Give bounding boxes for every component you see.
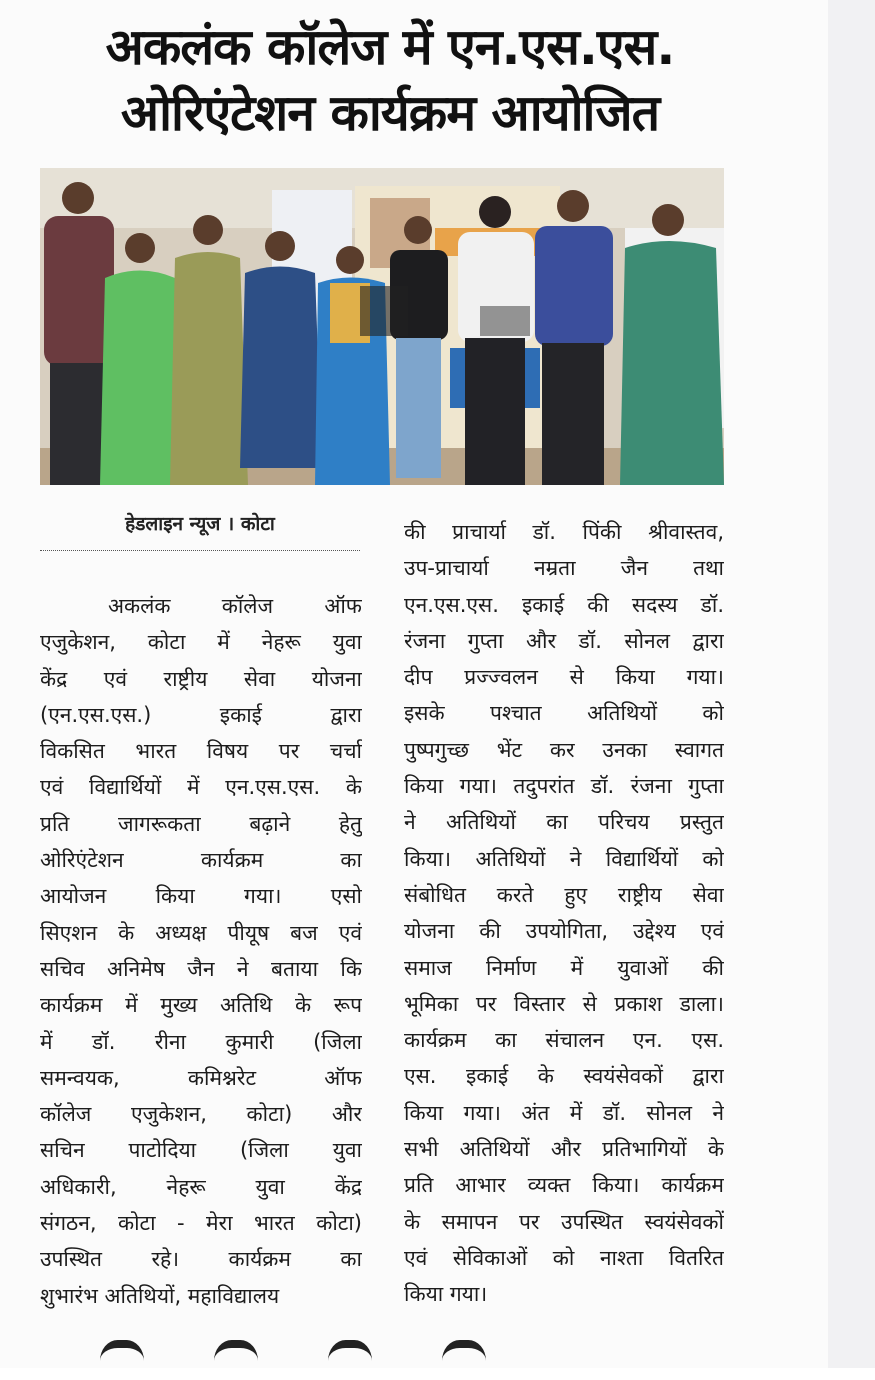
headline-line-2: ओरिएंटेशन कार्यक्रम आयोजित [120, 84, 660, 142]
article-line: इसके पश्चात अतिथियों को [404, 701, 724, 726]
article-line: संगठन, कोटा - मेरा भारत कोटा) [40, 1211, 362, 1236]
article-line: की प्राचार्या डॉ. पिंकी श्रीवास्तव, [404, 520, 724, 544]
next-article-headline-cut [100, 1340, 660, 1380]
article-line: सचिन पाटोदिया (जिला युवा [40, 1138, 362, 1163]
side-strip [828, 0, 875, 1368]
article-line: सिएशन के अध्यक्ष पीयूष बज एवं [40, 920, 362, 945]
article-line: एजुकेशन, कोटा में नेहरू युवा [40, 630, 362, 655]
headline-line-1: अकलंक कॉलेज में एन.एस.एस. [105, 18, 675, 76]
article-line: प्रति आभार व्यक्त किया। कार्यक्रम [404, 1173, 724, 1198]
article-line: समाज निर्माण में युवाओं की [404, 955, 724, 980]
byline: हेडलाइन न्यूज । कोटा [125, 513, 275, 535]
person-9 [620, 204, 724, 485]
article-line: के समापन पर उपस्थित स्वयंसेवकों [404, 1209, 724, 1234]
article-line: में डॉ. रीना कुमारी (जिला [40, 1029, 362, 1054]
article-line: रंजना गुप्ता और डॉ. सोनल द्वारा [404, 628, 724, 653]
group-photo-illustration [40, 168, 724, 485]
article-line: (एन.एस.एस.) इकाई द्वारा [40, 702, 362, 727]
article-line: सचिव अनिमेष जैन ने बताया कि [40, 956, 362, 981]
article-line: उप-प्राचार्या नम्रता जैन तथा [404, 556, 724, 581]
article-line: योजना की उपयोगिता, उद्देश्य एवं [404, 919, 724, 944]
article-line: विकसित भारत विषय पर चर्चा [40, 739, 362, 764]
article-column-1 [40, 588, 362, 1314]
article-line: कार्यक्रम का संचालन एन. एस. [404, 1028, 724, 1053]
article-line: अकलंक कॉलेज ऑफ [108, 594, 362, 618]
article-line: किया गया। तदुपरांत डॉ. रंजना गुप्ता [404, 774, 724, 799]
article-line: किया। अतिथियों ने विद्यार्थियों को [404, 846, 724, 871]
article-line: प्रति जागरूकता बढ़ाने हेतु [40, 811, 362, 836]
article-column-2 [404, 514, 724, 1313]
article-line: समन्वयक, कमिश्नरेट ऑफ [40, 1065, 362, 1090]
news-photo [40, 168, 724, 485]
article-line: उपस्थित रहे। कार्यक्रम का [40, 1247, 362, 1272]
article-line: पुष्पगुच्छ भेंट कर उनका स्वागत [404, 737, 724, 762]
article-line: सभी अतिथियों और प्रतिभागियों के [404, 1137, 724, 1162]
article-line: संबोधित करते हुए राष्ट्रीय सेवा [404, 882, 724, 907]
article-line: दीप प्रज्ज्वलन से किया गया। [404, 665, 724, 690]
article-line: कॉलेज एजुकेशन, कोटा) और [40, 1102, 362, 1127]
article-line: केंद्र एवं राष्ट्रीय सेवा योजना [40, 666, 362, 691]
article-line: किया गया। [404, 1282, 488, 1307]
article-line: एस. इकाई के स्वयंसेवकों द्वारा [404, 1064, 724, 1089]
person-5 [315, 246, 390, 485]
article-line: किया गया। अंत में डॉ. सोनल ने [404, 1100, 724, 1125]
article-line: एवं विद्यार्थियों में एन.एस.एस. के [40, 775, 362, 800]
article-line: एवं सेविकाओं को नाश्ता वितरित [404, 1245, 724, 1270]
article-line: एन.एस.एस. इकाई की सदस्य डॉ. [404, 592, 724, 617]
article-line: कार्यक्रम में मुख्य अतिथि के रूप [40, 993, 362, 1018]
person-6 [390, 216, 448, 478]
person-8 [535, 190, 613, 485]
article-line: ओरिएंटेशन कार्यक्रम का [40, 848, 362, 873]
article-line: शुभारंभ अतिथियों, महाविद्यालय [40, 1283, 280, 1308]
person-7 [458, 196, 534, 485]
byline-divider [40, 550, 360, 551]
article-line: भूमिका पर विस्तार से प्रकाश डाला। [404, 991, 724, 1016]
article-line: अधिकारी, नेहरू युवा केंद्र [40, 1174, 362, 1199]
article-line: ने अतिथियों का परिचय प्रस्तुत [404, 810, 724, 835]
headline [20, 14, 760, 146]
article-line: आयोजन किया गया। एसो [40, 884, 362, 909]
